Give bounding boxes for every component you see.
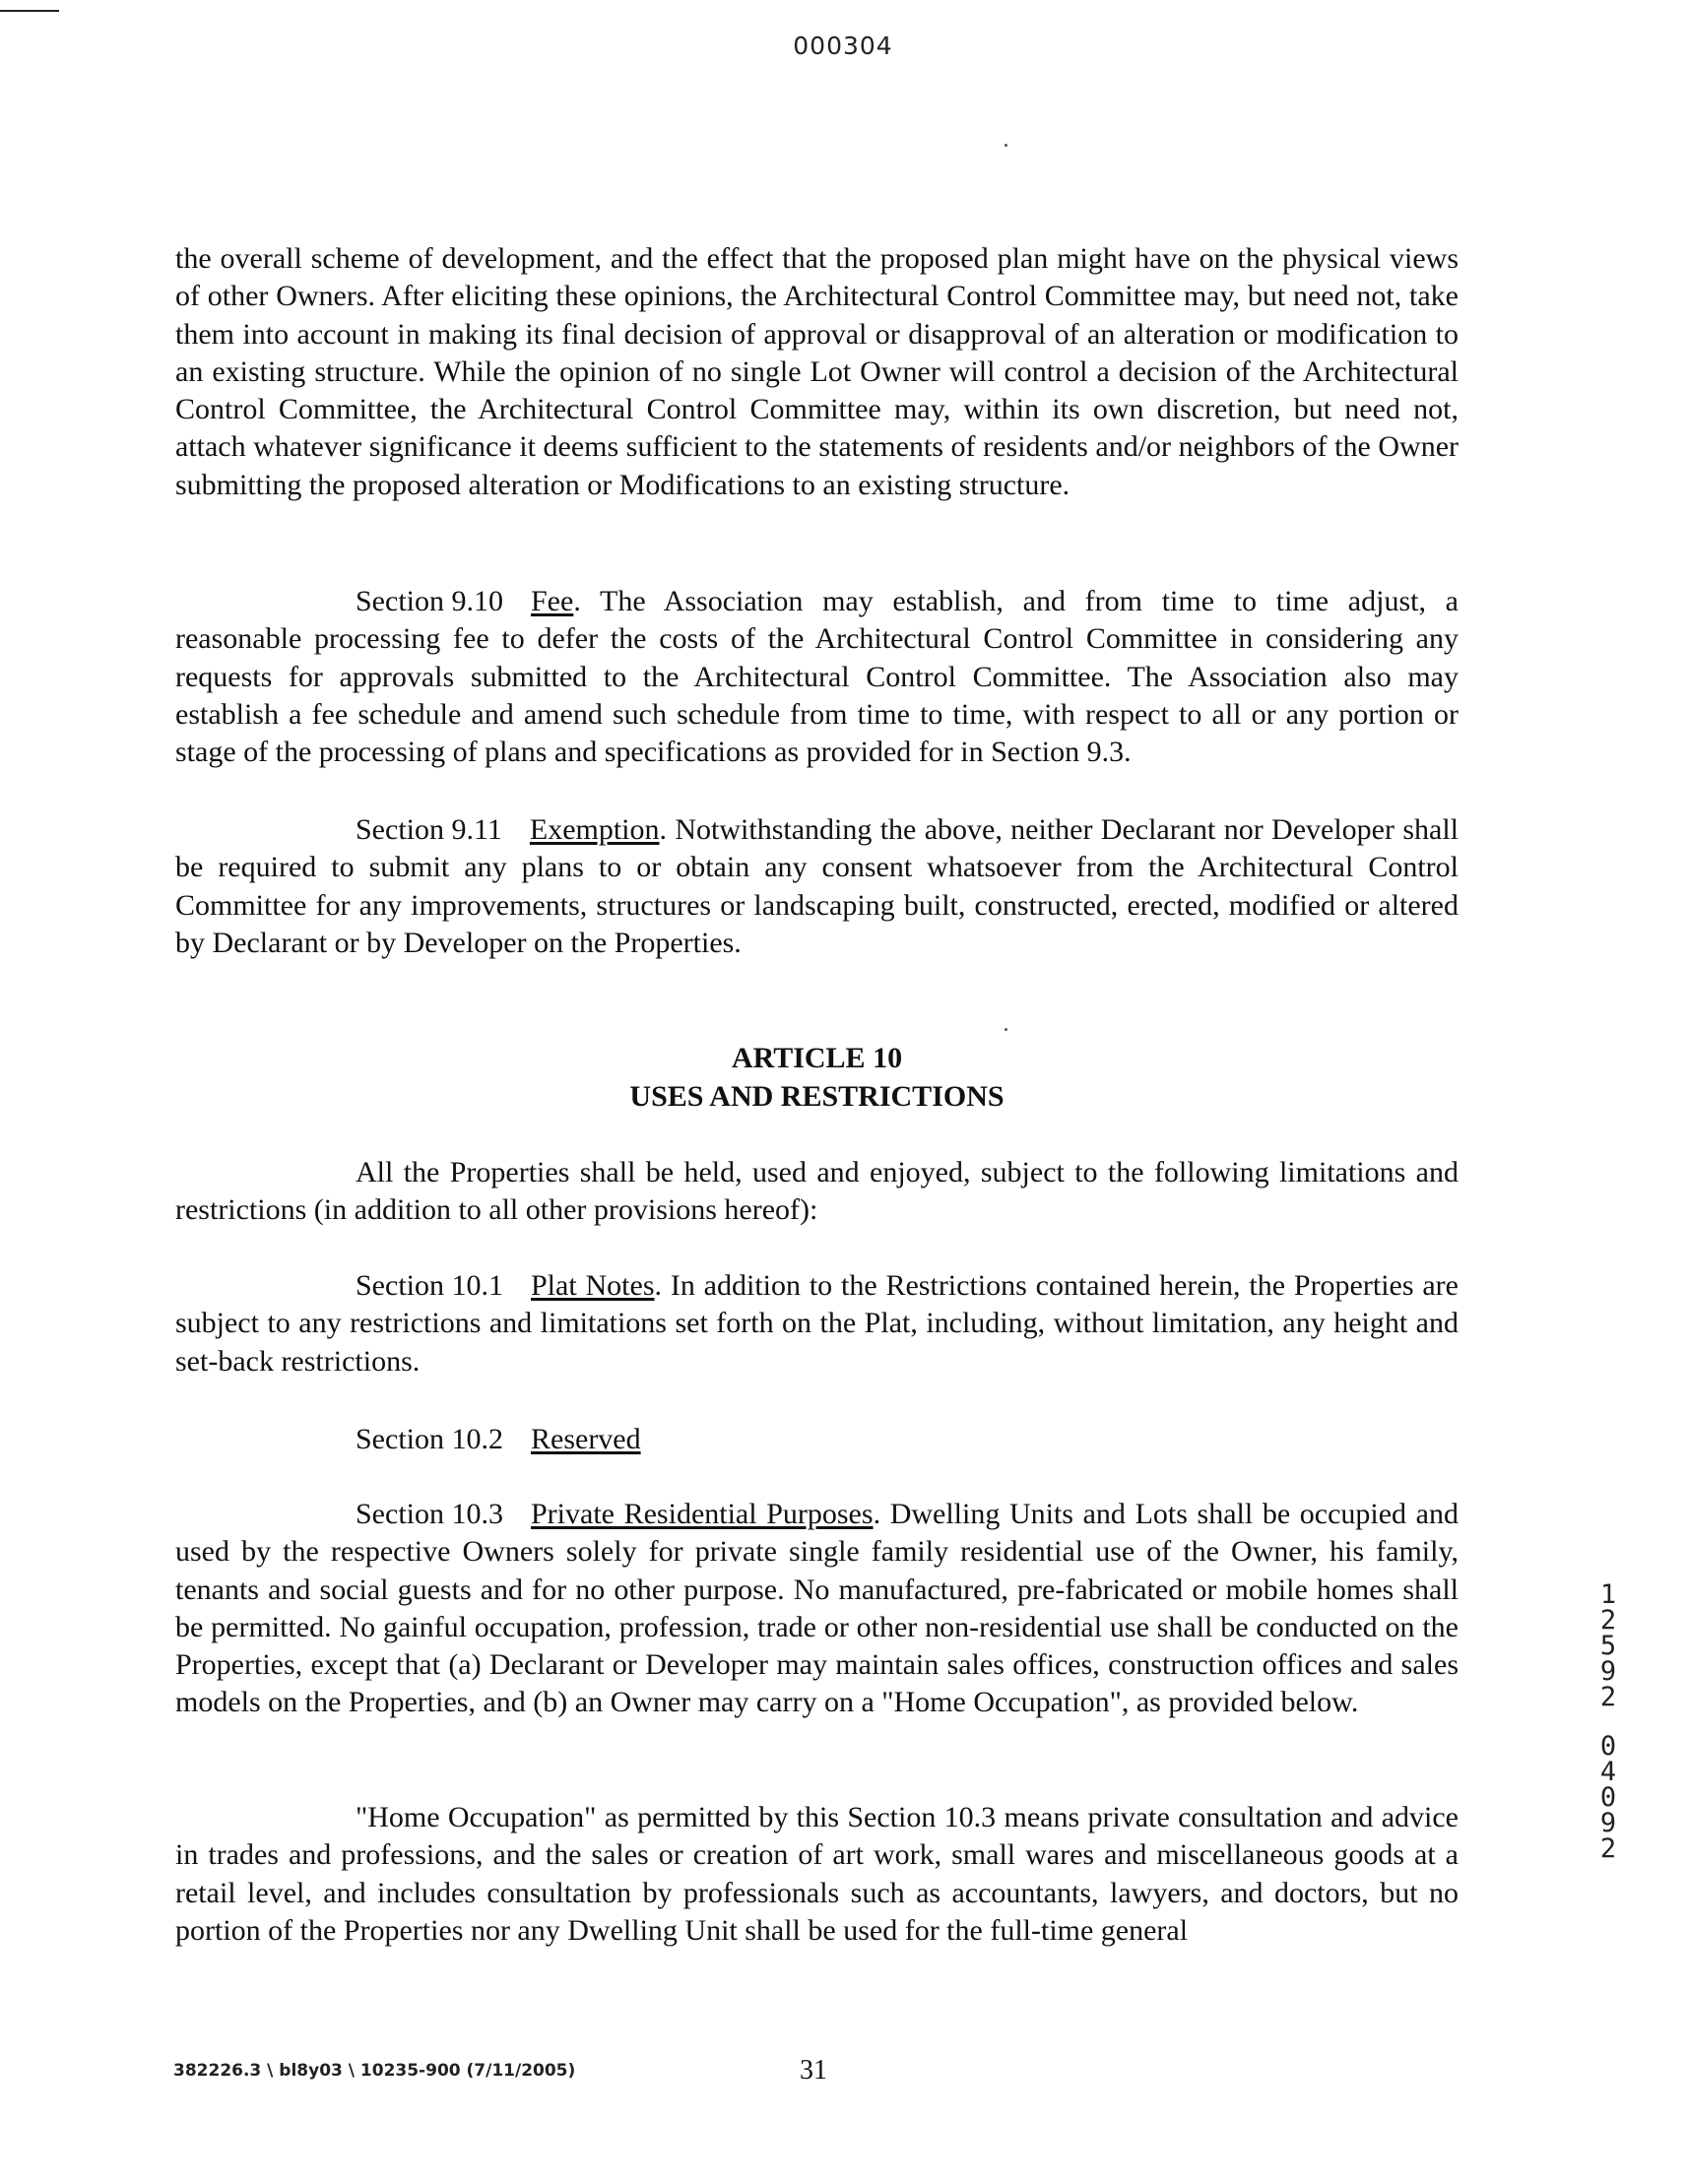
section-9-10-paragraph bbox=[175, 583, 1459, 771]
stamp-digit: 9 bbox=[1599, 1656, 1617, 1687]
vertical-recording-stamp bbox=[1589, 1579, 1628, 1864]
section-10-2 bbox=[175, 1421, 1459, 1458]
paragraph-text: the overall scheme of development, and the effect that the proposed plan might have on the physical views of other Owners. After eliciting these opinions, the Architectural Control Committee may, but need not, take them into account in making its final decision of approval or disapproval of an alteration or modification to an existing structure. While the opinion of no single Lot Owner will control a decision of the Architectural Control Committee, the Architectural Control Committee may, within its own discretion, but need not, attach whatever significance it deems sufficient to the statements of residents and/or neighbors of the Owner submitting the proposed alteration or Modifications to an existing structure. bbox=[175, 242, 1459, 501]
article-intro-text: All the Properties shall be held, used and enjoyed, subject to the following limitations and restrictions (in addition to all other provisions hereof): bbox=[175, 1156, 1459, 1227]
page-number: 31 bbox=[800, 2055, 827, 2086]
section-title: Exemption bbox=[529, 813, 660, 846]
stamp-digit: 0 bbox=[1599, 1782, 1617, 1813]
stamp-digit: 2 bbox=[1599, 1682, 1617, 1712]
section-10-3-paragraph bbox=[175, 1496, 1459, 1722]
stamp-digit: 9 bbox=[1599, 1808, 1617, 1838]
section-label: Section 10.2 bbox=[356, 1423, 503, 1455]
stamp-digit: 1 bbox=[1599, 1579, 1617, 1610]
section-title: Fee bbox=[531, 585, 574, 617]
section-10-3 bbox=[175, 1496, 1459, 1722]
scan-speck bbox=[1005, 1028, 1007, 1031]
section-9-11-paragraph bbox=[175, 811, 1459, 962]
section-text: . The Association may establish, and from time to time adjust, a reasonable processing fee to defer the costs of the Architectural Control Committee in considering any requests for approvals submitted to the Architectural Control Committee. The Association also may establish a fee schedule and amend such schedule from time to time, with respect to all or any portion or stage of the processing of plans and specifications as provided for in Section 9.3. bbox=[175, 585, 1459, 769]
home-occupation-text: "Home Occupation" as permitted by this Section 10.3 means private consultation and advice in trades and professions, and the sales or creation of art work, small wares and miscellaneous goods at a retail level, and includes consultation by professionals such as accountants, lawyers, and doctors, but no portion of the Properties nor any Dwelling Unit shall be used for the full-time general bbox=[175, 1801, 1459, 1947]
section-label: Section 10.1 bbox=[356, 1269, 503, 1302]
section-label: Section 9.11 bbox=[356, 813, 502, 846]
article-number: ARTICLE 10 bbox=[731, 1042, 903, 1074]
section-9-11 bbox=[175, 811, 1459, 962]
article-title: USES AND RESTRICTIONS bbox=[629, 1080, 1005, 1113]
section-title: Plat Notes bbox=[531, 1269, 655, 1302]
home-occupation-definition bbox=[175, 1799, 1459, 1950]
scan-corner-mark bbox=[0, 10, 59, 12]
footer-document-id: 382226.3 \ bl8y03 \ 10235-900 (7/11/2005) bbox=[173, 2061, 576, 2081]
section-10-1 bbox=[175, 1267, 1459, 1381]
paragraph-continuation bbox=[175, 240, 1459, 504]
stamp-digit: 2 bbox=[1599, 1833, 1617, 1864]
section-text: . Notwithstanding the above, neither Declarant nor Developer shall be required to submit any plans to or obtain any consent whatsoever from the Architectural Control Committee for any improvements, structures or landscaping built, constructed, erected, modified or altered by Declarant or by Developer on the Properties. bbox=[175, 813, 1459, 959]
stamp-digit: 2 bbox=[1599, 1605, 1617, 1636]
section-text: . In addition to the Restrictions contained herein, the Properties are subject to any restrictions and limitations set forth on the Plat, including, without limitation, any height and set-back restrictions. bbox=[175, 1269, 1459, 1378]
section-label: Section 10.3 bbox=[356, 1498, 503, 1530]
section-label: Section 9.10 bbox=[356, 585, 503, 617]
scan-speck bbox=[1005, 144, 1007, 147]
section-text: . Dwelling Units and Lots shall be occupied and used by the respective Owners solely for private single family residential use of the Owner, his family, tenants and social guests and for no other purpose. No manufactured, pre-fabricated or mobile homes shall be permitted. No gainful occupation, profession, trade or other non-residential use shall be conducted on the Properties, except that (a) Declarant or Developer may maintain sales offices, construction offices and sales models on the Properties, and (b) an Owner may carry on a "Home Occupation", as provided below. bbox=[175, 1498, 1459, 1719]
section-9-10 bbox=[175, 583, 1459, 771]
section-10-1-paragraph bbox=[175, 1267, 1459, 1381]
bates-stamp: 000304 bbox=[793, 32, 893, 60]
section-10-2-paragraph bbox=[175, 1421, 1459, 1458]
section-title: Reserved bbox=[531, 1423, 641, 1455]
stamp-digit: 4 bbox=[1599, 1757, 1617, 1787]
stamp-digit: 5 bbox=[1599, 1631, 1617, 1661]
article-intro bbox=[175, 1154, 1459, 1230]
section-title: Private Residential Purposes bbox=[531, 1498, 874, 1530]
stamp-digit: 0 bbox=[1599, 1731, 1617, 1762]
